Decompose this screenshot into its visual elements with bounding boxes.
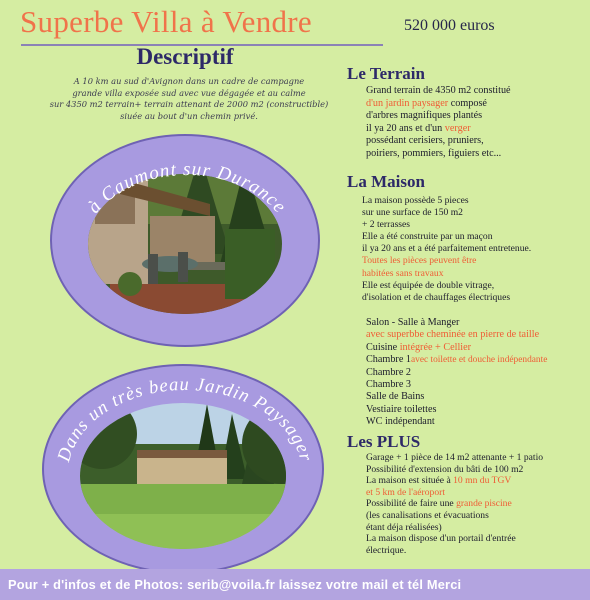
terrain-text-span: composé [448,97,487,109]
maison-line: Elle est équipée de double vitrage, [362,279,495,291]
plus-line-highlight: et 5 km de l'aéroport [366,486,445,498]
svg-text:Dans un très beau Jardin Paysa [54,375,316,465]
bottom-photo-caption-ring [44,366,324,574]
terrain-line [366,123,511,136]
terrain-text-span: il ya 20 ans et d'un [366,122,445,134]
plus-line: étant déja réalisées) [366,521,442,533]
maison-line: d'isolation et de chauffages électriques [362,291,511,303]
plus-line [366,498,543,510]
piece-text-span: Chambre 1 [366,354,411,366]
piece-item: Chambre 3 [366,379,411,391]
plus-line: (les canalisations et évacuations [366,509,489,521]
piece-item: Salon - Salle à Manger [366,317,460,328]
maison-line: La maison possède 5 pieces [362,195,469,206]
piece-item: Salle de Bains [366,391,425,403]
piece-item [366,354,547,366]
maison-line: il ya 20 ans et a été parfaitement entretenue. [362,243,532,255]
plus-line: La maison dispose d'un portail d'entrée [366,533,516,545]
plus-highlight: 10 mn du TGV [453,475,512,487]
bottom-photo-caption: Dans un très beau Jardin Paysager [54,374,316,465]
descriptif-text [8,76,370,122]
top-photo-caption: à Caumont sur Durance [83,158,291,218]
descriptif-line: sur 4350 m2 terrain+ terrain attenant de 2000 m2 (constructible) [49,99,329,109]
villa-photo-frame [50,134,320,347]
terrain-line [366,98,511,111]
piece-highlight: avec toilette et douche indépendante [410,355,548,366]
contact-text: Pour + d'infos et de Photos: serib@voila.fr laissez votre mail et tél Merci [8,577,462,592]
terrain-heading: Le Terrain [347,64,425,83]
piece-item [366,342,547,354]
piece-item: Chambre 2 [366,366,411,378]
maison-line: + 2 terrasses [362,219,411,231]
maison-line: Elle a été construite par un maçon [362,231,493,243]
terrain-text [366,85,511,160]
plus-line: Possibilité d'extension du bâti de 100 m2 [366,463,524,475]
piece-item: WC indépendant [366,416,435,428]
descriptif-heading: Descriptif [136,44,234,69]
piece-highlight: intégrée + Cellier [399,341,472,353]
piece-item-highlight: avec superbbe cheminée en pierre de taille [366,329,540,341]
plus-line: Garage + 1 pièce de 14 m2 attenante + 1 patio [366,452,544,463]
plus-text-span: Possibilité de faire une [366,498,457,510]
terrain-line: d'arbres magnifiques plantés [366,110,483,121]
maison-line-highlight: habitées sans travaux [362,267,444,279]
maison-line: sur une surface de 150 m2 [362,207,463,219]
svg-text:à Caumont sur Durance [84,159,291,218]
price-label: 520 000 euros [404,17,495,34]
pieces-list [366,317,547,429]
garden-photo-frame [42,364,324,574]
top-photo-caption-ring [52,136,320,347]
plus-heading: Les PLUS [347,432,421,451]
plus-highlight: grande piscine [456,498,512,510]
contact-footer [0,569,590,600]
terrain-highlight: verger [444,122,471,134]
terrain-highlight: d'un jardin paysager [366,97,449,109]
plus-line: électrique. [366,544,407,556]
terrain-line: possédant cerisiers, pruniers, [366,135,484,146]
piece-text-span: Cuisine [366,341,400,353]
page-title: Superbe Villa à Vendre [20,4,312,39]
maison-text [362,195,531,304]
plus-text [366,452,543,556]
descriptif-line: grande villa exposée sud avec vue dégagée et au calme [72,87,306,98]
descriptif-line: siuée au bout d'un chemin privé. [120,110,258,121]
maison-line-highlight: Toutes les pièces peuvent être [362,255,477,267]
plus-text-span: La maison est située à [366,475,454,487]
maison-heading: La Maison [347,172,425,191]
terrain-line: poiriers, pommiers, figuiers etc... [366,147,502,159]
terrain-line: Grand terrain de 4350 m2 constitué [366,85,511,96]
descriptif-line: A 10 km au sud d'Avignon dans un cadre de campagne [73,76,305,86]
piece-item: Vestiaire toilettes [366,403,437,415]
plus-line [366,475,543,487]
